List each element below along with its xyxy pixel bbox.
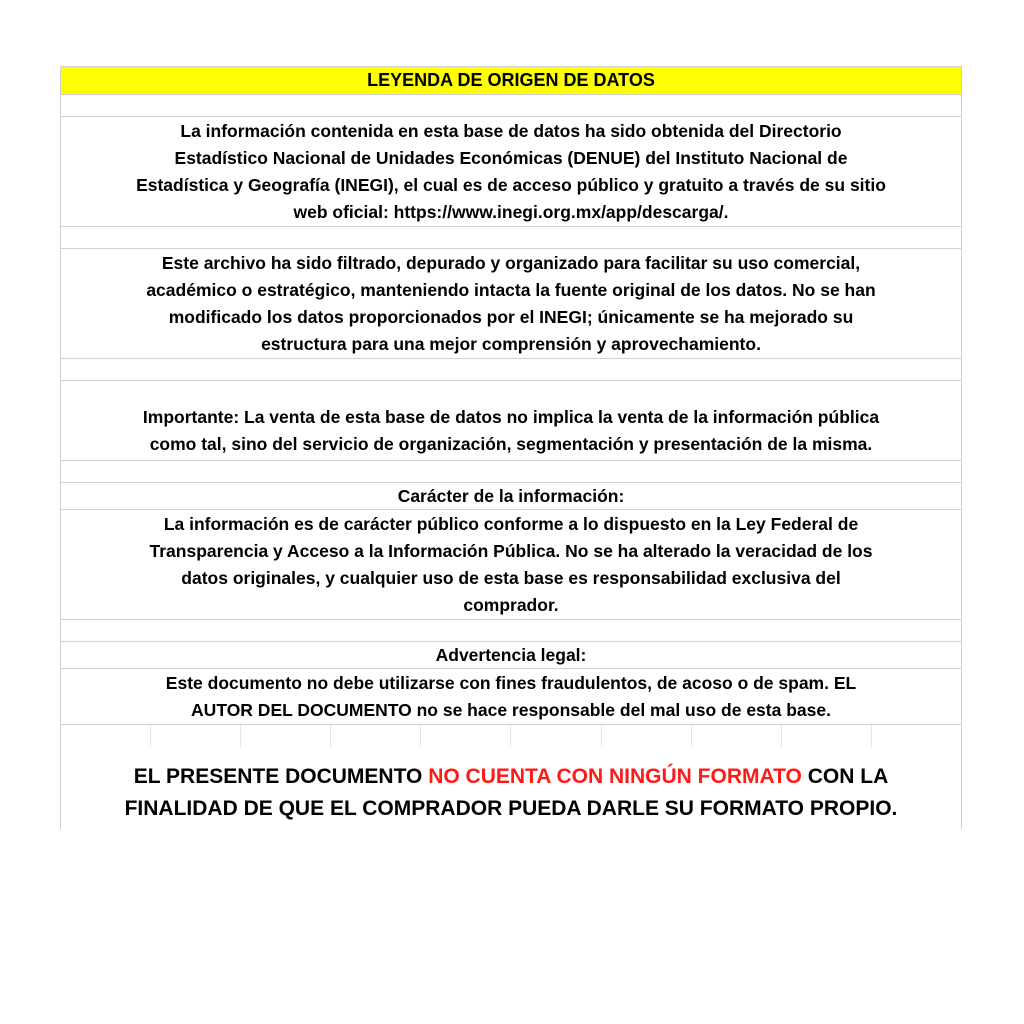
character-heading: Carácter de la información: xyxy=(397,485,625,506)
empty-cells-row xyxy=(60,725,962,747)
format-notice-part1: EL PRESENTE DOCUMENTO xyxy=(133,765,429,788)
processing-paragraph-cell xyxy=(60,249,962,359)
blank-row xyxy=(60,227,962,249)
legal-paragraph-cell xyxy=(60,669,962,725)
important-paragraph: Importante: La venta de esta base de datos no implica la venta de la información pública como tal, sino del servicio de organización, segmentación y presentación de la misma. xyxy=(142,407,880,454)
empty-cell xyxy=(421,725,511,747)
character-paragraph-cell xyxy=(60,510,962,620)
empty-cell xyxy=(241,725,331,747)
legend-title-cell xyxy=(60,66,962,95)
legal-heading: Advertencia legal: xyxy=(435,644,587,665)
empty-cell xyxy=(61,725,151,747)
character-heading-cell xyxy=(60,483,962,510)
legal-paragraph: Este documento no debe utilizarse con fines fraudulentos, de acoso o de spam. EL AUTOR DEL DOCUMENTO no se hace responsable del mal uso de esta base. xyxy=(165,672,857,720)
source-paragraph-cell xyxy=(60,117,962,227)
empty-cell xyxy=(511,725,601,747)
data-origin-legend-sheet xyxy=(60,66,962,829)
empty-cell xyxy=(692,725,782,747)
blank-row xyxy=(60,620,962,642)
empty-cell xyxy=(872,725,961,747)
processing-paragraph: Este archivo ha sido filtrado, depurado y organizado para facilitar su uso comercial, académico o estratégico, manteniendo intacta la fuente original de los datos. No se han modificado los datos proporcionados por el INEGI; únicamente se ha mejorado su estructura para una mejor comprensión y aprovechamiento. xyxy=(146,252,876,354)
empty-cell xyxy=(151,725,241,747)
format-notice-highlight: NO CUENTA CON NINGÚN FORMATO xyxy=(428,765,802,788)
character-paragraph: La información es de carácter público conforme a lo dispuesto en la Ley Federal de Transparencia y Acceso a la Información Pública. No se ha alterado la veracidad de los datos originales, y cualquier uso de esta base es responsabilidad exclusiva del comprador. xyxy=(149,513,873,615)
format-notice-part2: CON LA FINALIDAD DE QUE EL COMPRADOR PUEDA DARLE SU FORMATO PROPIO. xyxy=(124,765,898,820)
blank-row xyxy=(60,359,962,381)
format-notice xyxy=(60,747,962,829)
empty-cell xyxy=(782,725,872,747)
empty-cell xyxy=(602,725,692,747)
important-paragraph-cell xyxy=(60,381,962,461)
legal-heading-cell xyxy=(60,642,962,669)
blank-row xyxy=(60,95,962,117)
empty-cell xyxy=(331,725,421,747)
blank-row xyxy=(60,461,962,483)
legend-title: LEYENDA DE ORIGEN DE DATOS xyxy=(367,70,655,90)
source-paragraph: La información contenida en esta base de datos ha sido obtenida del Directorio Estadístico Nacional de Unidades Económicas (DENUE) del Instituto Nacional de Estadística y Geografía (INEGI), el cual es de acceso público y gratuito a través de su sitio web oficial: https://www.inegi.org.mx/app/descarga/. xyxy=(136,120,886,222)
